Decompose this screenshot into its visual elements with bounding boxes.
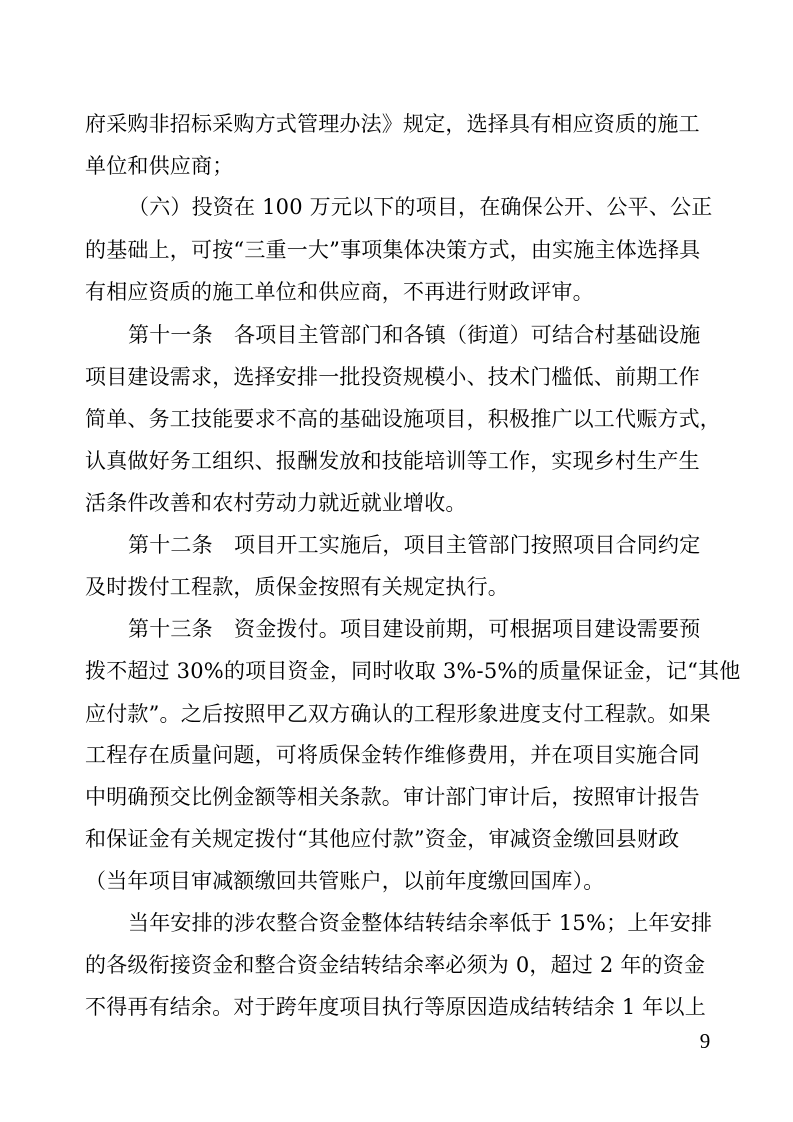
text-line: 工程存在质量问题，可将质保金转作维修费用，并在项目实施合同 [85, 743, 700, 767]
text-line: 的各级衔接资金和整合资金结转结余率必须为 0，超过 2 年的资金 [85, 953, 706, 977]
text-line: （六）投资在 100 万元以下的项目，在确保公开、公平、公正 [128, 195, 713, 219]
text-line: 第十二条 项目开工实施后，项目主管部门按照项目合同约定 [128, 533, 701, 557]
text-line: 简单、务工技能要求不高的基础设施项目，积极推广以工代赈方式， [85, 407, 721, 431]
text-line: 和保证金有关规定拨付“其他应付款”资金，审减资金缴回县财政 [85, 827, 680, 851]
text-line: 府采购非招标采购方式管理办法》规定，选择具有相应资质的施工 [85, 112, 700, 136]
text-line: 认真做好务工组织、报酬发放和技能培训等工作，实现乡村生产生 [85, 449, 700, 473]
text-line: 项目建设需求，选择安排一批投资规模小、技术门槛低、前期工作 [85, 365, 700, 389]
text-line: 有相应资质的施工单位和供应商，不再进行财政评审。 [85, 280, 594, 304]
text-line: 不得再有结余。对于跨年度项目执行等原因造成结转结余 1 年以上 [85, 995, 706, 1019]
text-line: 当年安排的涉农整合资金整体结转结余率低于 15%；上年安排 [128, 911, 713, 935]
text-line: 拨不超过 30%的项目资金，同时收取 3%-5%的质量保证金，记“其他 [85, 659, 741, 683]
text-line: 第十一条 各项目主管部门和各镇（街道）可结合村基础设施 [128, 323, 701, 347]
text-line: （当年项目审减额缴回共管账户，以前年度缴回国库）。 [85, 869, 605, 893]
text-line: 应付款”。之后按照甲乙双方确认的工程形象进度支付工程款。如果 [85, 702, 711, 726]
page-number: 9 [699, 1029, 711, 1053]
text-line: 及时拨付工程款，质保金按照有关规定执行。 [85, 575, 509, 599]
text-line: 第十三条 资金拨付。项目建设前期，可根据项目建设需要预 [128, 617, 701, 641]
text-line: 中明确预交比例金额等相关条款。审计部门审计后，按照审计报告 [85, 785, 700, 809]
text-line: 的基础上，可按“三重一大”事项集体决策方式，由实施主体选择具 [85, 238, 701, 262]
text-line: 活条件改善和农村劳动力就近就业增收。 [85, 491, 467, 515]
text-line: 单位和供应商； [85, 154, 234, 178]
